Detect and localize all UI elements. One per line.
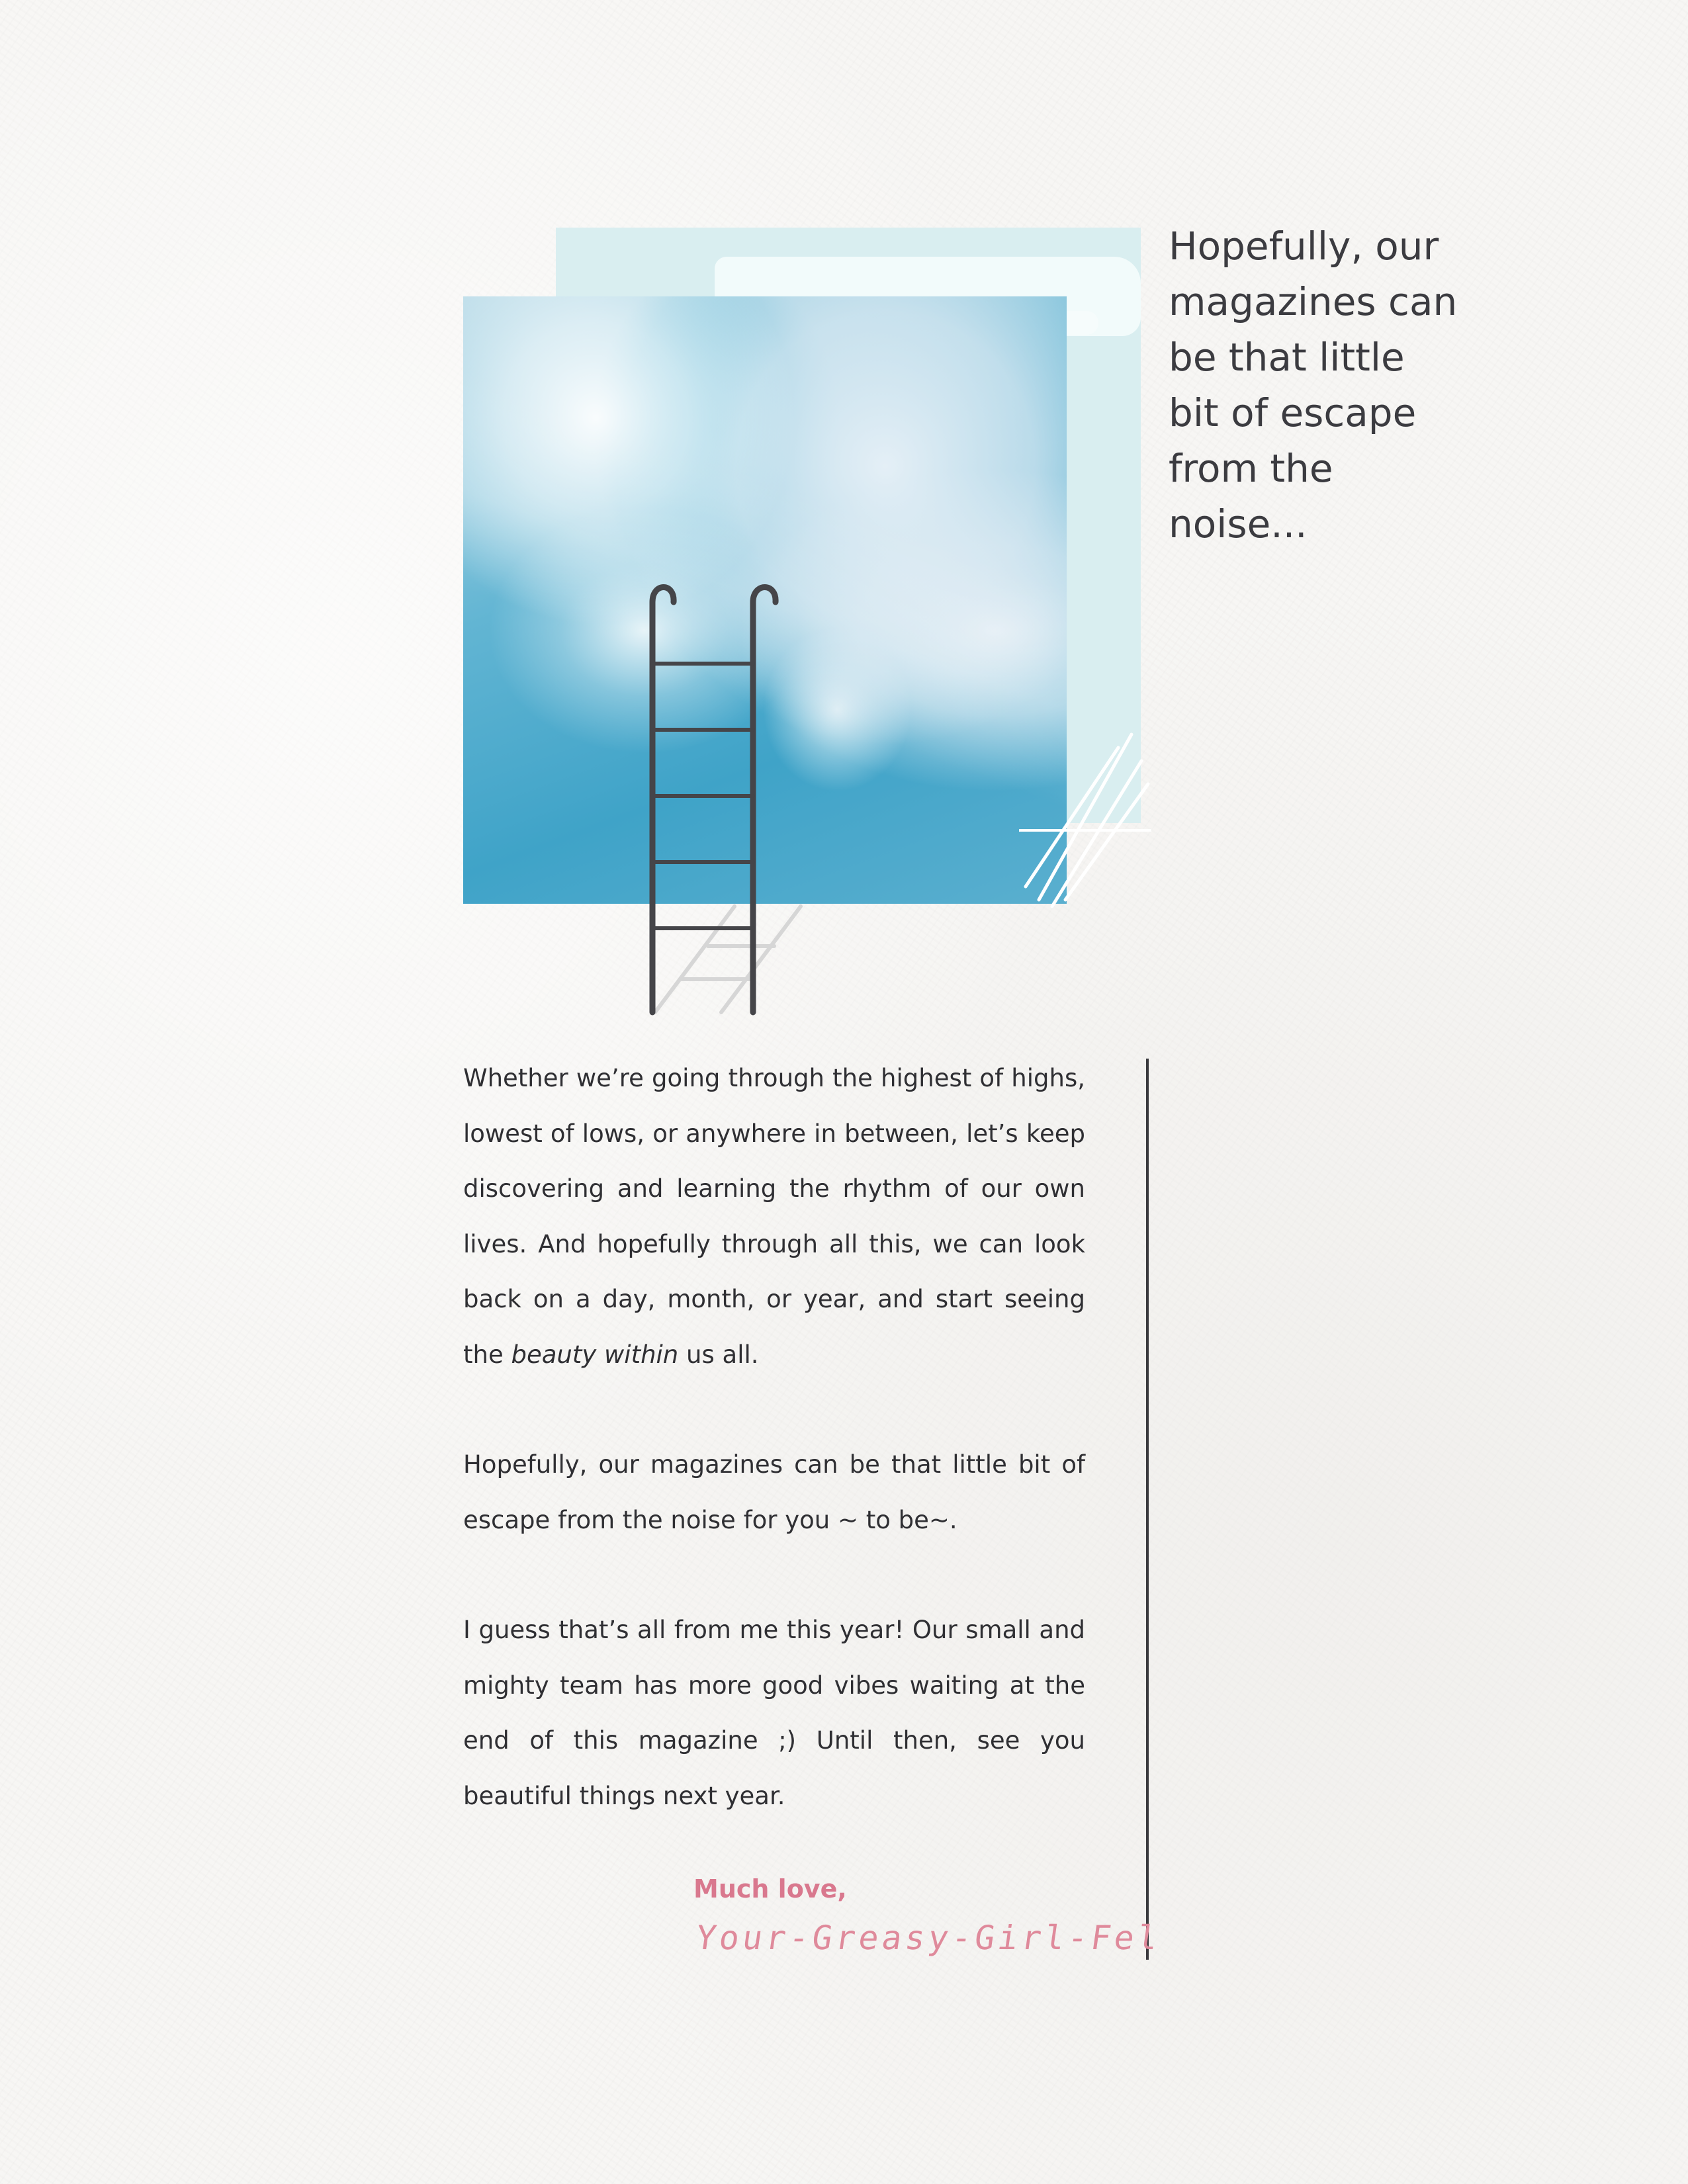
paragraph-text: Whether we’re going through the highest of highs, lowest of lows, or anywhere in between, let’s keep discovering and learning the rhythm of our own lives. And hopefully through all this, we can look back on a day, month, or year, and start seeing the [463, 1064, 1085, 1369]
emphasis-text: beauty within [511, 1340, 679, 1369]
scribble-icon [1019, 721, 1151, 913]
paragraph-text: us all. [678, 1340, 759, 1369]
sign-off: Much love, [693, 1874, 847, 1903]
body-paragraph: Hopefully, our magazines can be that little bit of escape from the noise for you ~ to be~. [463, 1450, 1085, 1534]
signature-name: Your-Greasy-Girl-Fel [693, 1919, 1164, 1957]
body-paragraph: I guess that’s all from me this year! Our small and mighty team has more good vibes waiting at the end of this magazine ;) Until then, see you beautiful things next year. [463, 1616, 1085, 1810]
ladder-icon [635, 582, 807, 1019]
letter-body [463, 1051, 1085, 1823]
vertical-divider [1146, 1059, 1149, 1960]
body-paragraph [463, 1051, 1085, 1382]
pull-quote: Hopefully, our magazines can be that little bit of escape from the noise... [1169, 224, 1458, 546]
